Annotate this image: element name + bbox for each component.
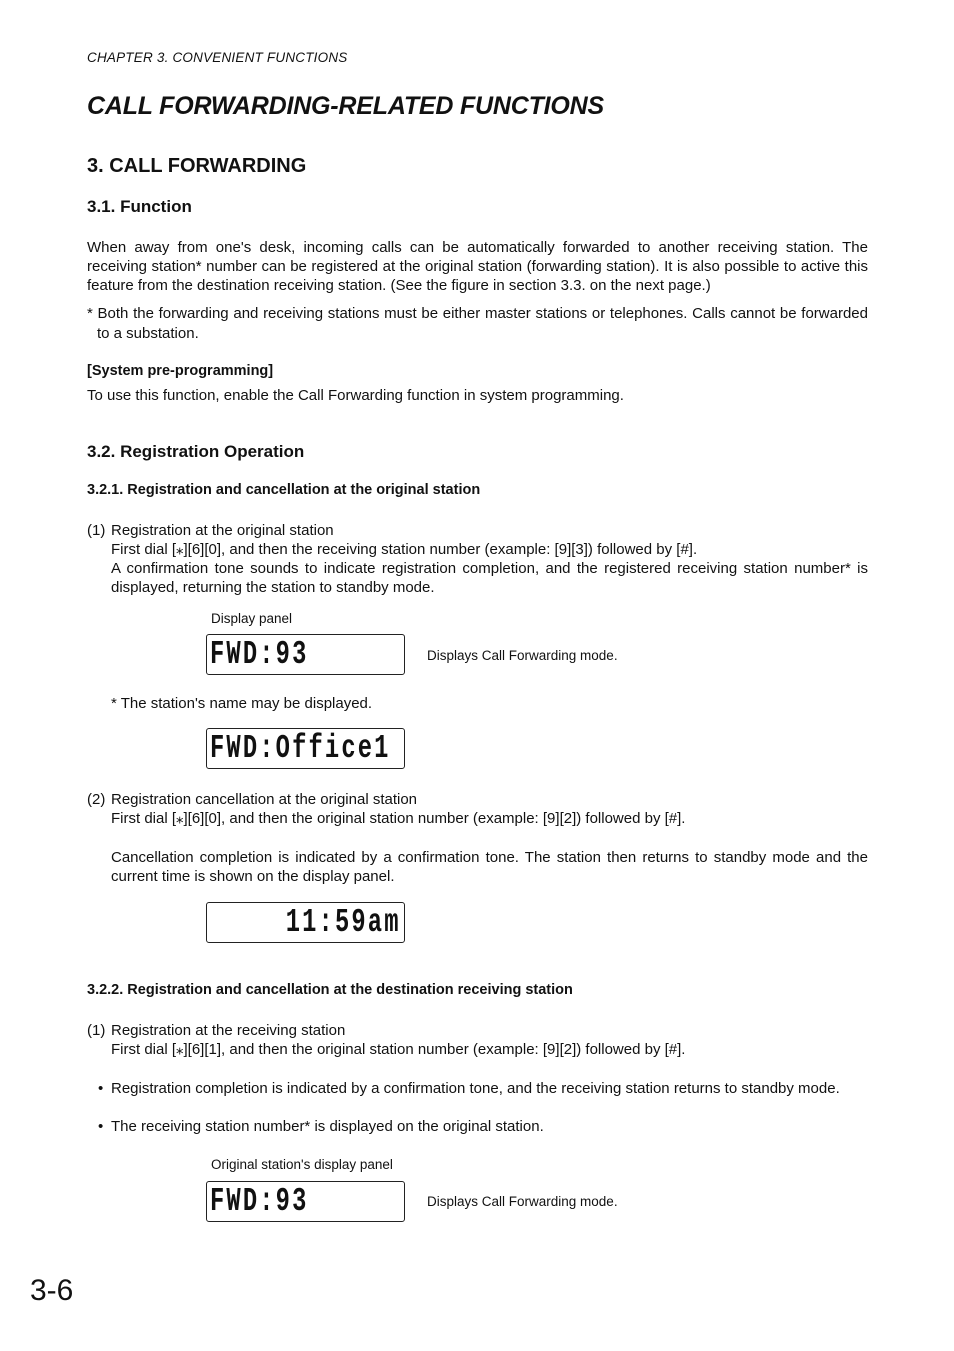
bullet-icon: • [98,1080,104,1097]
item-step: First dial [⁎][6][0], and then the receiving station number (example: [9][3]) followed by [#]. [111,541,698,558]
preprog-text: To use this function, enable the Call Forwarding function in system programming. [87,387,624,404]
lcd-display-fwd [206,634,405,675]
section-title: CALL FORWARDING-RELATED FUNCTIONS [87,92,604,120]
heading-322: 3.2.2. Registration and cancellation at the destination receiving station [87,982,573,998]
heading-321: 3.2.1. Registration and cancellation at the original station [87,482,481,498]
item-number: (1) [87,522,106,539]
lcd-text: FWD:93 [210,636,309,673]
bullet-text: Registration completion is indicated by a confirmation tone, and the receiving station returns to standby mode. [111,1080,840,1097]
heading-function: 3.1. Function [87,197,192,216]
display-panel-label: Display panel [211,611,293,626]
function-note: * Both the forwarding and receiving stations must be either master stations or telephones. Calls cannot be forwarded to a substation. [87,305,868,342]
bullet-text: The receiving station number* is displayed on the original station. [111,1118,544,1135]
page-number: 3-6 [30,1274,74,1307]
item-number: (2) [87,791,106,808]
lcd-text: FWD:93 [210,1183,309,1220]
heading-registration-operation: 3.2. Registration Operation [87,442,305,461]
lcd-text: 11:59am [286,904,401,941]
lcd-caption: Displays Call Forwarding mode. [427,648,618,663]
item-title: Registration at the receiving station [111,1022,346,1039]
lcd-text: FWD:Office1 [210,730,391,767]
bullet-icon: • [98,1118,104,1135]
original-panel-label: Original station's display panel [211,1157,393,1172]
item-title: Registration cancellation at the original station [111,791,418,808]
item-title: Registration at the original station [111,522,334,539]
item-step: First dial [⁎][6][0], and then the original station number (example: [9][2]) followed by [#]. [111,810,686,827]
chapter-header: CHAPTER 3. CONVENIENT FUNCTIONS [87,50,348,65]
station-name-note: * The station's name may be displayed. [111,695,373,712]
item-result: A confirmation tone sounds to indicate registration completion, and the registered receiving station number* is displayed, returning the station to standby mode. [111,560,868,596]
item-result: Cancellation completion is indicated by a confirmation tone. The station then returns to standby mode and the current time is shown on the display panel. [111,849,868,885]
lcd-display-time [206,902,405,943]
bullet-item [98,1079,868,1098]
heading-call-forwarding: 3. CALL FORWARDING [87,155,307,177]
lcd-caption: Displays Call Forwarding mode. [427,1194,618,1209]
lcd-display-original [206,1181,405,1222]
bullet-item [98,1117,868,1136]
preprog-heading: [System pre-programming] [87,363,274,379]
function-paragraph: When away from one's desk, incoming calls can be automatically forwarded to another receiving station. The receiving station* number can be registered at the original station (forwarding station). It is also possible to active this feature from the destination receiving station. (See the figure in section 3.3. on the next page.) [87,239,868,294]
lcd-display-office [206,728,405,769]
item-step: First dial [⁎][6][1], and then the original station number (example: [9][2]) followed by [#]. [111,1041,686,1058]
item-number: (1) [87,1022,106,1039]
